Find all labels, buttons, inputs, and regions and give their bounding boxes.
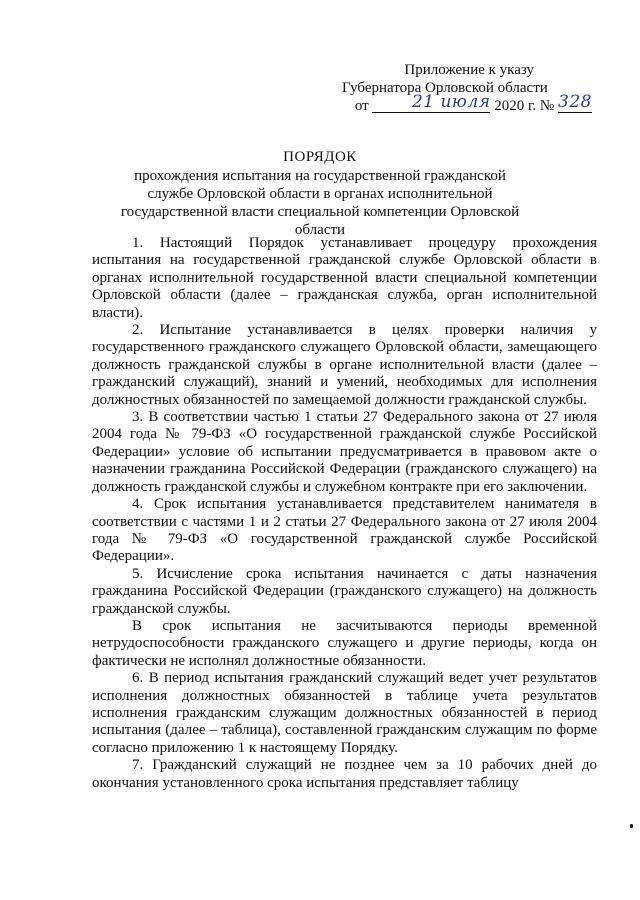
appendix-line-1: Приложение к указу (404, 62, 534, 78)
appendix-line-2: Губернатора Орловской области (342, 79, 548, 96)
paragraph-1: 1. Настоящий Порядок устанавливает процедуру прохождения испытания на государственной гражданской службе Орловской области в органах исполнительной государственной власти специальной компетенции Орловской области (далее – гражданская служба, орган исполнительной власти). (92, 235, 597, 321)
document-subtitle: прохождения испытания на государственной гражданской службе Орловской области в органах исполнительной государственной власти специальной компетенции Орловской области (120, 168, 520, 238)
date-blank (372, 92, 491, 114)
document-body (92, 235, 597, 792)
paragraph-7: 7. Гражданский служащий не позднее чем за 10 рабочих дней до окончания установленного срока испытания представляет таблицу (92, 757, 597, 791)
date-prefix: от (354, 98, 369, 114)
document-title: ПОРЯДОК (283, 149, 357, 165)
handwritten-date: 21 июля (411, 92, 491, 112)
paragraph-5-continued: В срок испытания не засчитываются периоды временной нетрудоспособности гражданского служащего и другие периоды, когда он фактически не исполнял должностные обязанности. (92, 617, 597, 669)
paragraph-2: 2. Испытание устанавливается в целях проверки наличия у государственного гражданского служащего Орловской области, замещающего должность гражданской службы в органе исполнительной власти (далее – гражданский служащий), знаний и умений, необходимых для исполнения должностных обязанностей по замещаемой должности гражданской службы. (92, 322, 597, 408)
paragraph-5: 5. Исчисление срока испытания начинается с даты назначения гражданина Российской Федерации (гражданского служащего) на должность гражданской службы. (92, 565, 597, 617)
paragraph-4: 4. Срок испытания устанавливается представителем нанимателя в соответствии с частями 1 и 2 статьи 27 Федерального закона от 27 июля 2004 года № 79-ФЗ «О государственной гражданской службе Российской Федерации». (92, 496, 597, 565)
decree-date-line (342, 92, 592, 116)
handwritten-number: 328 (558, 92, 592, 112)
scan-speck (630, 824, 633, 828)
number-blank (558, 92, 592, 114)
year-and-number-label: 2020 г. № (494, 98, 555, 114)
paragraph-3: 3. В соответствии частью 1 статьи 27 Федерального закона от 27 июля 2004 года № 79-ФЗ «О государственной гражданской службе Российской Федерации» условие об испытании предусматривается в правовом акте о назначении гражданина Российской Федерации (гражданского служащего) на должность гражданской службы и служебном контракте при его заключении. (92, 409, 597, 495)
paragraph-6: 6. В период испытания гражданский служащий ведет учет результатов исполнения должностных обязанностей в таблице учета результатов исполнения гражданским служащим должностных обязанностей в период испытания (далее – таблица), составленной гражданским служащим по форме согласно приложению 1 к настоящему Порядку. (92, 670, 597, 756)
appendix-header (342, 62, 592, 116)
